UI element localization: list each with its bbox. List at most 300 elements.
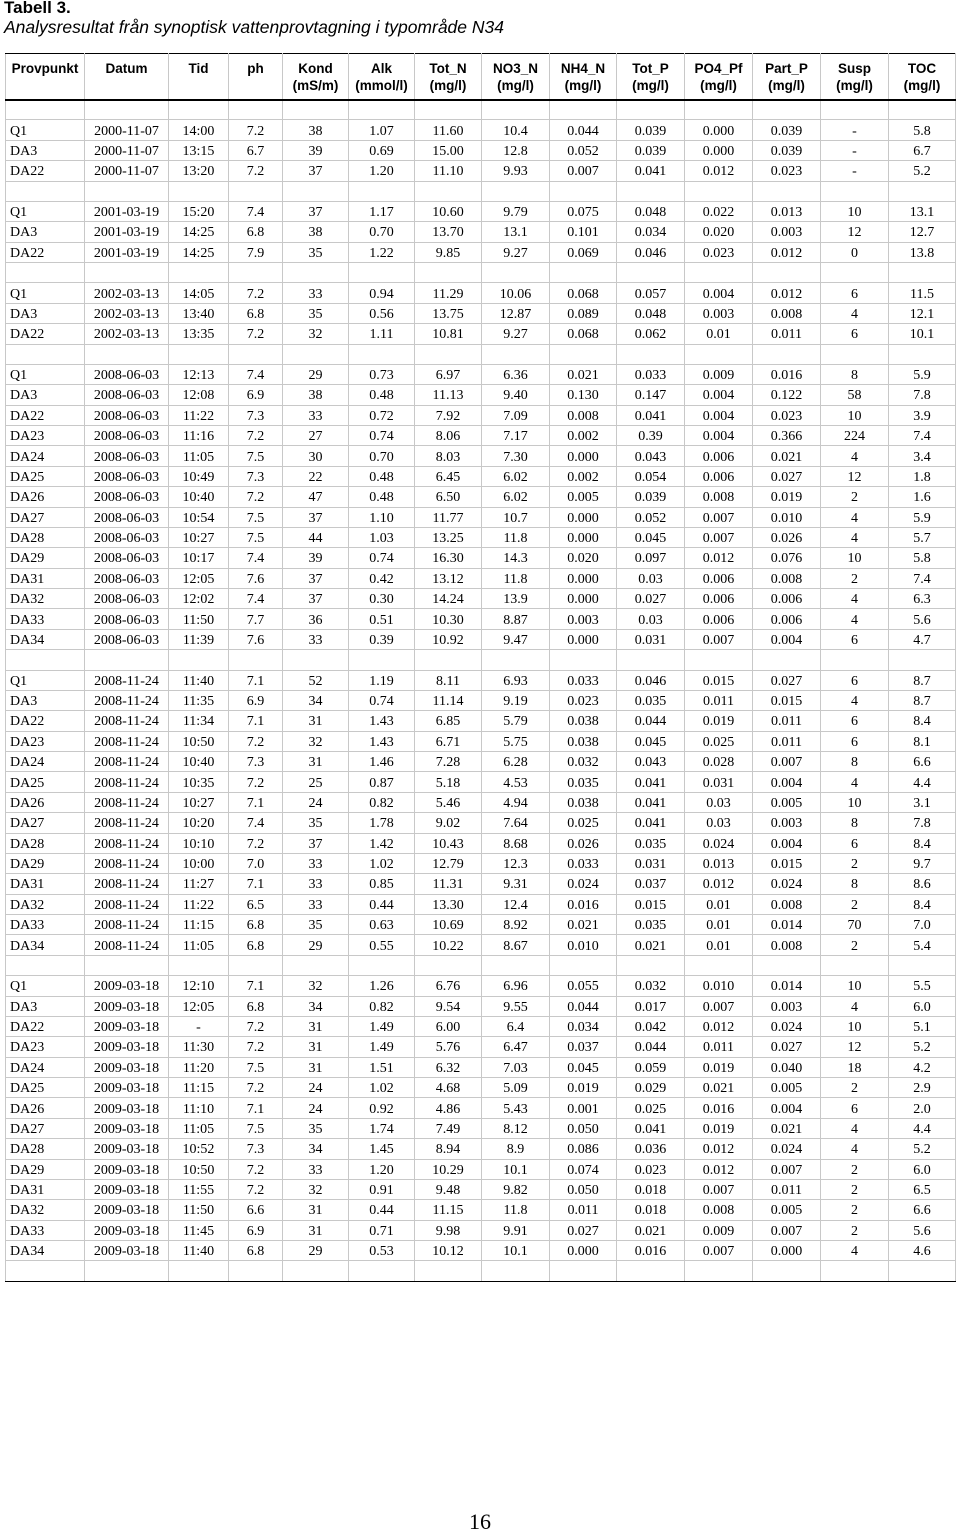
cell-tot-p: 0.034	[617, 222, 685, 242]
cell-alk: 0.94	[349, 283, 415, 303]
cell-tot-p: 0.032	[617, 976, 685, 996]
empty-cell	[482, 100, 550, 120]
cell-datum: 2000-11-07	[85, 120, 169, 140]
cell-nh4-n: 0.034	[550, 1016, 617, 1036]
cell-tot-n: 10.69	[415, 915, 482, 935]
cell-ph: 7.2	[229, 426, 283, 446]
cell-part-p: 0.008	[753, 568, 821, 588]
cell-susp: 6	[821, 1098, 889, 1118]
empty-cell	[6, 100, 85, 120]
cell-nh4-n: 0.069	[550, 242, 617, 262]
table-row	[6, 527, 956, 547]
cell-no3-n: 6.02	[482, 487, 550, 507]
cell-no3-n: 10.4	[482, 120, 550, 140]
empty-cell	[550, 181, 617, 201]
cell-part-p: 0.013	[753, 201, 821, 221]
cell-tid: 11:39	[169, 629, 229, 649]
cell-part-p: 0.039	[753, 140, 821, 160]
empty-cell	[550, 100, 617, 120]
empty-cell	[415, 263, 482, 283]
cell-po4-pf: 0.022	[685, 201, 753, 221]
column-header-no3-n	[482, 54, 550, 100]
cell-nh4-n: 0.027	[550, 1220, 617, 1240]
cell-ph: 7.3	[229, 405, 283, 425]
cell-po4-pf: 0.007	[685, 1179, 753, 1199]
cell-tot-n: 7.28	[415, 752, 482, 772]
table-row	[6, 853, 956, 873]
cell-alk: 1.20	[349, 1159, 415, 1179]
cell-tot-n: 10.43	[415, 833, 482, 853]
cell-datum: 2008-06-03	[85, 364, 169, 384]
cell-no3-n: 7.30	[482, 446, 550, 466]
cell-part-p: 0.019	[753, 487, 821, 507]
cell-provpunkt: DA22	[6, 405, 85, 425]
cell-susp: 18	[821, 1057, 889, 1077]
cell-part-p: 0.011	[753, 1179, 821, 1199]
cell-ph: 7.5	[229, 1118, 283, 1138]
table-row	[6, 935, 956, 955]
cell-susp: 4	[821, 446, 889, 466]
cell-tot-p: 0.035	[617, 915, 685, 935]
cell-po4-pf: 0.007	[685, 996, 753, 1016]
empty-cell	[889, 263, 956, 283]
table-title: Tabell 3.	[4, 0, 71, 17]
cell-provpunkt: DA27	[6, 813, 85, 833]
cell-part-p: 0.014	[753, 915, 821, 935]
cell-ph: 7.5	[229, 1057, 283, 1077]
cell-ph: 7.4	[229, 813, 283, 833]
cell-ph: 7.5	[229, 527, 283, 547]
column-header-alk	[349, 54, 415, 100]
cell-susp: -	[821, 140, 889, 160]
empty-cell	[6, 650, 85, 670]
empty-cell	[753, 955, 821, 975]
cell-po4-pf: 0.000	[685, 120, 753, 140]
cell-kond: 52	[283, 670, 349, 690]
column-unit: (mS/m)	[292, 78, 339, 93]
cell-nh4-n: 0.007	[550, 161, 617, 181]
cell-nh4-n: 0.035	[550, 772, 617, 792]
cell-tot-p: 0.059	[617, 1057, 685, 1077]
cell-tot-n: 6.32	[415, 1057, 482, 1077]
cell-nh4-n: 0.055	[550, 976, 617, 996]
empty-cell	[482, 1261, 550, 1281]
empty-cell	[415, 100, 482, 120]
cell-alk: 1.78	[349, 813, 415, 833]
cell-provpunkt: DA27	[6, 1118, 85, 1138]
cell-provpunkt: DA28	[6, 1139, 85, 1159]
table-row	[6, 1179, 956, 1199]
cell-tot-p: 0.041	[617, 772, 685, 792]
cell-tid: 12:08	[169, 385, 229, 405]
cell-tot-n: 6.45	[415, 466, 482, 486]
cell-tot-p: 0.025	[617, 1098, 685, 1118]
cell-nh4-n: 0.068	[550, 283, 617, 303]
cell-datum: 2008-11-24	[85, 813, 169, 833]
table-row	[6, 446, 956, 466]
cell-susp: 0	[821, 242, 889, 262]
table-row	[6, 670, 956, 690]
cell-datum: 2008-11-24	[85, 853, 169, 873]
cell-toc: 7.8	[889, 813, 956, 833]
cell-po4-pf: 0.03	[685, 813, 753, 833]
cell-tot-n: 13.25	[415, 527, 482, 547]
cell-part-p: 0.012	[753, 242, 821, 262]
cell-nh4-n: 0.025	[550, 813, 617, 833]
cell-susp: 4	[821, 1118, 889, 1138]
cell-susp: 2	[821, 894, 889, 914]
column-header-tot-n	[415, 54, 482, 100]
cell-datum: 2008-11-24	[85, 690, 169, 710]
cell-toc: 6.0	[889, 996, 956, 1016]
cell-nh4-n: 0.003	[550, 609, 617, 629]
cell-part-p: 0.004	[753, 833, 821, 853]
cell-tot-n: 7.92	[415, 405, 482, 425]
column-name: Tot_N	[429, 61, 467, 76]
table-row	[6, 1118, 956, 1138]
cell-tid: 13:15	[169, 140, 229, 160]
empty-cell	[550, 344, 617, 364]
cell-no3-n: 5.75	[482, 731, 550, 751]
cell-susp: 10	[821, 201, 889, 221]
table-row	[6, 283, 956, 303]
cell-provpunkt: DA33	[6, 915, 85, 935]
cell-provpunkt: DA3	[6, 996, 85, 1016]
cell-kond: 32	[283, 731, 349, 751]
cell-toc: 9.7	[889, 853, 956, 873]
cell-tot-n: 11.31	[415, 874, 482, 894]
cell-provpunkt: Q1	[6, 364, 85, 384]
cell-susp: 4	[821, 527, 889, 547]
cell-toc: 5.8	[889, 548, 956, 568]
cell-nh4-n: 0.044	[550, 996, 617, 1016]
cell-tot-p: 0.017	[617, 996, 685, 1016]
cell-ph: 6.8	[229, 915, 283, 935]
cell-alk: 0.71	[349, 1220, 415, 1240]
cell-datum: 2002-03-13	[85, 283, 169, 303]
cell-tid: 14:25	[169, 222, 229, 242]
cell-tid: 10:40	[169, 752, 229, 772]
cell-tot-n: 9.85	[415, 242, 482, 262]
cell-tid: 14:25	[169, 242, 229, 262]
cell-part-p: 0.008	[753, 935, 821, 955]
empty-cell	[415, 344, 482, 364]
cell-kond: 38	[283, 222, 349, 242]
empty-cell	[85, 650, 169, 670]
cell-datum: 2008-06-03	[85, 527, 169, 547]
empty-cell	[85, 1261, 169, 1281]
cell-alk: 0.42	[349, 568, 415, 588]
cell-susp: 6	[821, 283, 889, 303]
column-header-tid	[169, 54, 229, 100]
cell-provpunkt: DA26	[6, 487, 85, 507]
cell-susp: 4	[821, 996, 889, 1016]
cell-no3-n: 11.8	[482, 568, 550, 588]
cell-toc: 5.8	[889, 120, 956, 140]
cell-ph: 7.2	[229, 1078, 283, 1098]
cell-no3-n: 8.68	[482, 833, 550, 853]
cell-tot-n: 10.22	[415, 935, 482, 955]
table-row	[6, 405, 956, 425]
cell-po4-pf: 0.000	[685, 140, 753, 160]
empty-cell	[349, 344, 415, 364]
cell-nh4-n: 0.074	[550, 1159, 617, 1179]
empty-cell	[6, 263, 85, 283]
cell-datum: 2009-03-18	[85, 1139, 169, 1159]
cell-tot-p: 0.041	[617, 405, 685, 425]
cell-provpunkt: DA24	[6, 1057, 85, 1077]
cell-nh4-n: 0.023	[550, 690, 617, 710]
column-name: Part_P	[765, 61, 808, 76]
cell-nh4-n: 0.019	[550, 1078, 617, 1098]
cell-alk: 1.10	[349, 507, 415, 527]
cell-no3-n: 8.12	[482, 1118, 550, 1138]
cell-nh4-n: 0.089	[550, 303, 617, 323]
cell-alk: 1.02	[349, 853, 415, 873]
cell-susp: 4	[821, 690, 889, 710]
empty-cell	[617, 100, 685, 120]
cell-po4-pf: 0.009	[685, 1220, 753, 1240]
cell-toc: 10.1	[889, 324, 956, 344]
cell-toc: 7.4	[889, 426, 956, 446]
empty-cell	[685, 955, 753, 975]
cell-tot-p: 0.048	[617, 303, 685, 323]
cell-po4-pf: 0.006	[685, 446, 753, 466]
cell-datum: 2008-06-03	[85, 385, 169, 405]
cell-no3-n: 7.17	[482, 426, 550, 446]
cell-tid: 11:34	[169, 711, 229, 731]
header-row	[6, 54, 956, 100]
column-header-datum	[85, 54, 169, 100]
cell-kond: 32	[283, 1179, 349, 1199]
cell-nh4-n: 0.050	[550, 1118, 617, 1138]
cell-alk: 0.55	[349, 935, 415, 955]
cell-tid: 10:49	[169, 466, 229, 486]
cell-no3-n: 12.4	[482, 894, 550, 914]
cell-tot-p: 0.045	[617, 731, 685, 751]
cell-tid: 10:52	[169, 1139, 229, 1159]
cell-nh4-n: 0.052	[550, 140, 617, 160]
cell-tot-n: 6.97	[415, 364, 482, 384]
cell-tid: 11:55	[169, 1179, 229, 1199]
cell-kond: 33	[283, 874, 349, 894]
cell-datum: 2009-03-18	[85, 1057, 169, 1077]
column-name: Provpunkt	[11, 61, 79, 76]
cell-part-p: 0.366	[753, 426, 821, 446]
cell-tid: 11:20	[169, 1057, 229, 1077]
empty-cell	[229, 1261, 283, 1281]
cell-kond: 34	[283, 996, 349, 1016]
empty-cell	[889, 181, 956, 201]
cell-tid: 12:05	[169, 996, 229, 1016]
cell-tid: 15:20	[169, 201, 229, 221]
empty-cell	[229, 955, 283, 975]
empty-cell	[821, 100, 889, 120]
cell-datum: 2009-03-18	[85, 1118, 169, 1138]
empty-cell	[889, 650, 956, 670]
empty-cell	[550, 1261, 617, 1281]
cell-alk: 0.53	[349, 1241, 415, 1261]
cell-kond: 47	[283, 487, 349, 507]
cell-part-p: 0.007	[753, 1220, 821, 1240]
empty-cell	[6, 181, 85, 201]
cell-alk: 1.49	[349, 1037, 415, 1057]
cell-no3-n: 4.94	[482, 792, 550, 812]
cell-no3-n: 9.91	[482, 1220, 550, 1240]
cell-tid: 14:05	[169, 283, 229, 303]
cell-tot-n: 12.79	[415, 853, 482, 873]
cell-susp: 58	[821, 385, 889, 405]
cell-part-p: 0.003	[753, 222, 821, 242]
cell-datum: 2008-06-03	[85, 548, 169, 568]
cell-tot-p: 0.029	[617, 1078, 685, 1098]
cell-tot-p: 0.033	[617, 364, 685, 384]
cell-ph: 7.4	[229, 548, 283, 568]
cell-no3-n: 6.02	[482, 466, 550, 486]
empty-cell	[617, 955, 685, 975]
cell-toc: 7.4	[889, 568, 956, 588]
cell-datum: 2008-11-24	[85, 833, 169, 853]
cell-ph: 6.8	[229, 222, 283, 242]
table-row	[6, 364, 956, 384]
cell-part-p: 0.012	[753, 283, 821, 303]
cell-tid: 11:40	[169, 670, 229, 690]
cell-part-p: 0.023	[753, 405, 821, 425]
empty-cell	[617, 650, 685, 670]
cell-po4-pf: 0.012	[685, 874, 753, 894]
spacer-row	[6, 100, 956, 120]
cell-po4-pf: 0.01	[685, 935, 753, 955]
empty-cell	[415, 650, 482, 670]
table-row	[6, 915, 956, 935]
cell-tot-p: 0.054	[617, 466, 685, 486]
cell-kond: 35	[283, 813, 349, 833]
cell-tot-n: 10.29	[415, 1159, 482, 1179]
table-row	[6, 140, 956, 160]
cell-tot-p: 0.027	[617, 589, 685, 609]
cell-datum: 2001-03-19	[85, 222, 169, 242]
cell-tot-n: 10.30	[415, 609, 482, 629]
page-number: 16	[469, 1509, 491, 1534]
cell-alk: 0.87	[349, 772, 415, 792]
cell-po4-pf: 0.012	[685, 161, 753, 181]
cell-susp: 10	[821, 548, 889, 568]
cell-nh4-n: 0.005	[550, 487, 617, 507]
table-row	[6, 874, 956, 894]
cell-nh4-n: 0.037	[550, 1037, 617, 1057]
cell-datum: 2008-11-24	[85, 915, 169, 935]
cell-po4-pf: 0.020	[685, 222, 753, 242]
cell-provpunkt: DA28	[6, 527, 85, 547]
cell-tot-p: 0.016	[617, 1241, 685, 1261]
cell-kond: 31	[283, 1057, 349, 1077]
cell-tot-n: 8.06	[415, 426, 482, 446]
cell-toc: 13.8	[889, 242, 956, 262]
cell-toc: 4.7	[889, 629, 956, 649]
empty-cell	[617, 344, 685, 364]
column-header-po4-pf	[685, 54, 753, 100]
cell-kond: 37	[283, 589, 349, 609]
cell-no3-n: 6.96	[482, 976, 550, 996]
cell-alk: 0.44	[349, 1200, 415, 1220]
cell-datum: 2002-03-13	[85, 303, 169, 323]
cell-provpunkt: Q1	[6, 120, 85, 140]
cell-susp: 224	[821, 426, 889, 446]
empty-cell	[6, 344, 85, 364]
cell-nh4-n: 0.050	[550, 1179, 617, 1199]
cell-po4-pf: 0.019	[685, 1118, 753, 1138]
empty-cell	[229, 650, 283, 670]
cell-provpunkt: DA23	[6, 426, 85, 446]
cell-kond: 25	[283, 772, 349, 792]
cell-alk: 0.48	[349, 466, 415, 486]
cell-tot-n: 6.85	[415, 711, 482, 731]
column-name: ph	[247, 61, 264, 76]
cell-tot-n: 8.03	[415, 446, 482, 466]
cell-part-p: 0.024	[753, 874, 821, 894]
cell-tot-p: 0.021	[617, 935, 685, 955]
cell-datum: 2008-11-24	[85, 894, 169, 914]
cell-datum: 2009-03-18	[85, 996, 169, 1016]
cell-tot-p: 0.018	[617, 1200, 685, 1220]
cell-part-p: 0.027	[753, 466, 821, 486]
cell-no3-n: 8.87	[482, 609, 550, 629]
cell-toc: 8.7	[889, 690, 956, 710]
cell-nh4-n: 0.000	[550, 507, 617, 527]
cell-tid: 11:15	[169, 1078, 229, 1098]
empty-cell	[685, 100, 753, 120]
cell-no3-n: 5.43	[482, 1098, 550, 1118]
cell-tid: 10:20	[169, 813, 229, 833]
table-row	[6, 242, 956, 262]
cell-provpunkt: DA29	[6, 853, 85, 873]
cell-no3-n: 11.8	[482, 1200, 550, 1220]
empty-cell	[229, 181, 283, 201]
cell-no3-n: 9.93	[482, 161, 550, 181]
cell-tot-p: 0.041	[617, 161, 685, 181]
cell-po4-pf: 0.004	[685, 426, 753, 446]
cell-provpunkt: DA23	[6, 731, 85, 751]
cell-susp: 10	[821, 976, 889, 996]
empty-cell	[85, 263, 169, 283]
empty-cell	[685, 1261, 753, 1281]
empty-cell	[169, 100, 229, 120]
cell-susp: 2	[821, 1078, 889, 1098]
cell-alk: 1.45	[349, 1139, 415, 1159]
cell-toc: 5.2	[889, 1139, 956, 1159]
cell-alk: 0.82	[349, 792, 415, 812]
cell-tot-p: 0.021	[617, 1220, 685, 1240]
table-row	[6, 589, 956, 609]
cell-toc: 5.6	[889, 609, 956, 629]
cell-ph: 7.1	[229, 874, 283, 894]
cell-tid: 10:40	[169, 487, 229, 507]
cell-susp: 2	[821, 487, 889, 507]
cell-po4-pf: 0.010	[685, 976, 753, 996]
cell-po4-pf: 0.021	[685, 1078, 753, 1098]
cell-datum: 2008-11-24	[85, 711, 169, 731]
cell-provpunkt: Q1	[6, 976, 85, 996]
cell-no3-n: 9.40	[482, 385, 550, 405]
cell-kond: 34	[283, 1139, 349, 1159]
cell-po4-pf: 0.016	[685, 1098, 753, 1118]
cell-alk: 0.63	[349, 915, 415, 935]
cell-po4-pf: 0.009	[685, 364, 753, 384]
cell-kond: 38	[283, 120, 349, 140]
cell-tot-n: 10.81	[415, 324, 482, 344]
cell-nh4-n: 0.033	[550, 670, 617, 690]
table-row	[6, 792, 956, 812]
